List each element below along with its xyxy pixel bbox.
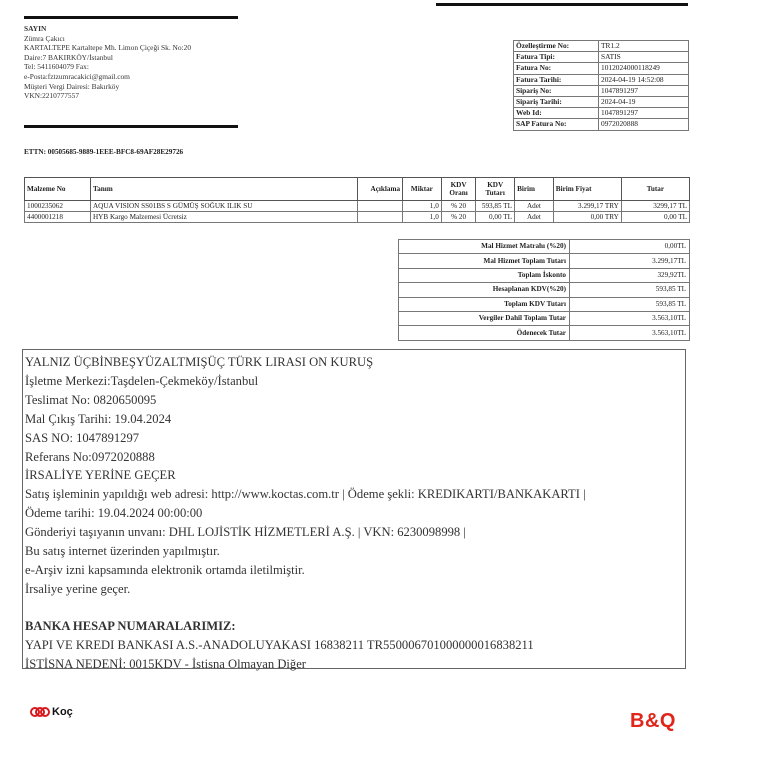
note-line: Gönderiyi taşıyanın unvanı: DHL LOJİSTİK HİZMETLERİ A.Ş. | VKN: 6230098998 | [25,525,466,540]
note-line: İRSALİYE YERİNE GEÇER [25,468,176,483]
meta-value: 2024-04-19 [599,96,689,107]
note-line: Bu satış internet üzerinden yapılmıştır. [25,544,220,559]
meta-value: 1012024000118249 [599,63,689,74]
totals-value: 3.563,10TL [570,326,690,340]
table-row [25,212,690,223]
koc-emblem-icon [30,706,50,718]
meta-row [514,85,689,96]
bq-logo: B&Q [630,710,676,732]
totals-value: 3.299,17TL [570,254,690,268]
meta-value: TR1.2 [599,41,689,52]
totals-row [399,326,690,340]
totals-key: Vergiler Dahil Toplam Tutar [399,311,570,325]
customer-email: e-Posta:fztzumracakici@gmail.com [24,71,130,81]
cell-quantity: 1,0 [403,212,442,223]
cell-total: 3299,17 TL [621,201,689,212]
bank-account-line: YAPI VE KREDI BANKASI A.S.-ANADOLUYAKASI 16838211 TR550006701000000016838211 [25,637,534,652]
note-line: İşletme Merkezi:Taşdelen-Çekmeköy/İstanbul [25,373,259,388]
meta-key: SAP Fatura No: [514,119,599,130]
note-line: Referans No:0972020888 [25,449,155,464]
exemption-line: İSTİSNA NEDENİ: 0015KDV - İstisna Olmayan Diğer [25,656,306,671]
meta-key: Sipariş Tarihi: [514,96,599,107]
table-row [25,201,690,212]
items-header-row [25,178,690,201]
col-explanation: Açıklama [358,178,403,201]
col-unit: Birim [515,178,554,201]
cell-total: 0,00 TL [621,212,689,223]
totals-key: Mal Hizmet Matrahı (%20) [399,240,570,254]
totals-value: 593,85 TL [570,297,690,311]
cell-vat-rate: % 20 [441,212,476,223]
cell-vat-rate: % 20 [441,201,476,212]
cell-quantity: 1,0 [403,201,442,212]
customer-address: KARTALTEPE Kartaltepe Mh. Limon Çiçeği Sk. No:20 [24,43,192,53]
meta-key: Sipariş No: [514,85,599,96]
totals-key: Mal Hizmet Toplam Tutarı [399,254,570,268]
customer-name: Zümra Çakıcı [24,33,65,43]
bank-heading: BANKA HESAP NUMARALARIMIZ: [25,618,236,633]
customer-block [24,24,244,101]
cell-explanation [358,201,403,212]
totals-key: Ödenecek Tutar [399,326,570,340]
amount-in-words: YALNIZ ÜÇBİNBEŞYÜZALTMIŞÜÇ TÜRK LIRASI ON KURUŞ [25,355,374,369]
totals-row [399,283,690,297]
customer-vkn: VKN:2210777557 [24,91,80,101]
koc-logo-text: Koç [52,706,73,718]
meta-row [514,108,689,119]
totals-table [398,239,690,341]
notes-spacer [25,599,685,617]
col-vat-amount: KDV Tutarı [476,178,515,201]
note-line: Ödeme tarihi: 19.04.2024 00:00:00 [25,506,203,521]
meta-row [514,96,689,107]
meta-row [514,63,689,74]
totals-row [399,240,690,254]
cell-unit-price: 0,00 TRY [553,212,621,223]
totals-value: 329,92TL [570,268,690,282]
meta-value: 2024-04-19 14:52:08 [599,74,689,85]
totals-key: Hesaplanan KDV(%20) [399,283,570,297]
meta-row [514,52,689,63]
col-quantity: Miktar [403,178,442,201]
cell-vat-amount: 0,00 TL [476,212,515,223]
meta-row [514,41,689,52]
note-line: Satış işleminin yapıldığı web adresi: http://www.koctas.com.tr | Ödeme şekli: KREDIKARTI/BANKAKARTI | [25,487,586,502]
note-line: e-Arşiv izni kapsamında elektronik ortamda iletilmiştir. [25,562,305,577]
totals-value: 0,00TL [570,240,690,254]
invoice-meta-table [513,40,689,131]
totals-row [399,311,690,325]
meta-key: Fatura Tipi: [514,52,599,63]
meta-value: SATIS [599,52,689,63]
header-bar-left [24,16,238,19]
customer-divider [24,125,238,128]
meta-row [514,119,689,130]
meta-value: 1047891297 [599,85,689,96]
customer-heading: SAYIN [24,24,47,33]
cell-unit: Adet [515,212,554,223]
meta-value: 1047891297 [599,108,689,119]
cell-material-no: 4400001218 [25,212,91,223]
customer-address-2: Daire:7 BAKIRKÖY/İstanbul [24,52,113,62]
col-unit-price: Birim Fiyat [553,178,621,201]
cell-description: AQUA VISION SS01BS S GÜMÜŞ SOĞUK ILIK SU [90,201,357,212]
cell-unit: Adet [515,201,554,212]
col-total: Tutar [621,178,689,201]
meta-key: Fatura Tarihi: [514,74,599,85]
customer-phone: Tel: 5411604079 Fax: [24,62,89,72]
cell-unit-price: 3.299,17 TRY [553,201,621,212]
totals-row [399,297,690,311]
ettn-line: ETTN: 00505685-9889-1EEE-BFC8-69AF28E29726 [24,148,184,156]
items-table [24,177,690,223]
customer-tax-office: Müşteri Vergi Dairesi: Bakırköy [24,81,120,91]
totals-key: Toplam İskonto [399,268,570,282]
totals-row [399,268,690,282]
totals-row [399,254,690,268]
note-line: SAS NO: 1047891297 [25,430,140,445]
meta-value: 0972020888 [599,119,689,130]
koc-logo [30,706,73,718]
cell-vat-amount: 593,85 TL [476,201,515,212]
cell-material-no: 1000235062 [25,201,91,212]
totals-value: 3.563,10TL [570,311,690,325]
meta-key: Web Id: [514,108,599,119]
cell-explanation [358,212,403,223]
col-description: Tanım [90,178,357,201]
meta-row [514,74,689,85]
note-line: Teslimat No: 0820650095 [25,392,157,407]
totals-value: 593,85 TL [570,283,690,297]
meta-key: Özelleştirme No: [514,41,599,52]
cell-description: HYB Kargo Malzemesi Ücretsiz [90,212,357,223]
totals-key: Toplam KDV Tutarı [399,297,570,311]
col-vat-rate: KDV Oranı [441,178,476,201]
header-bar-right [436,3,688,6]
col-material-no: Malzeme No [25,178,91,201]
note-line: Mal Çıkış Tarihi: 19.04.2024 [25,411,172,426]
note-line: İrsaliye yerine geçer. [25,581,131,596]
meta-key: Fatura No: [514,63,599,74]
notes-box [22,349,686,669]
